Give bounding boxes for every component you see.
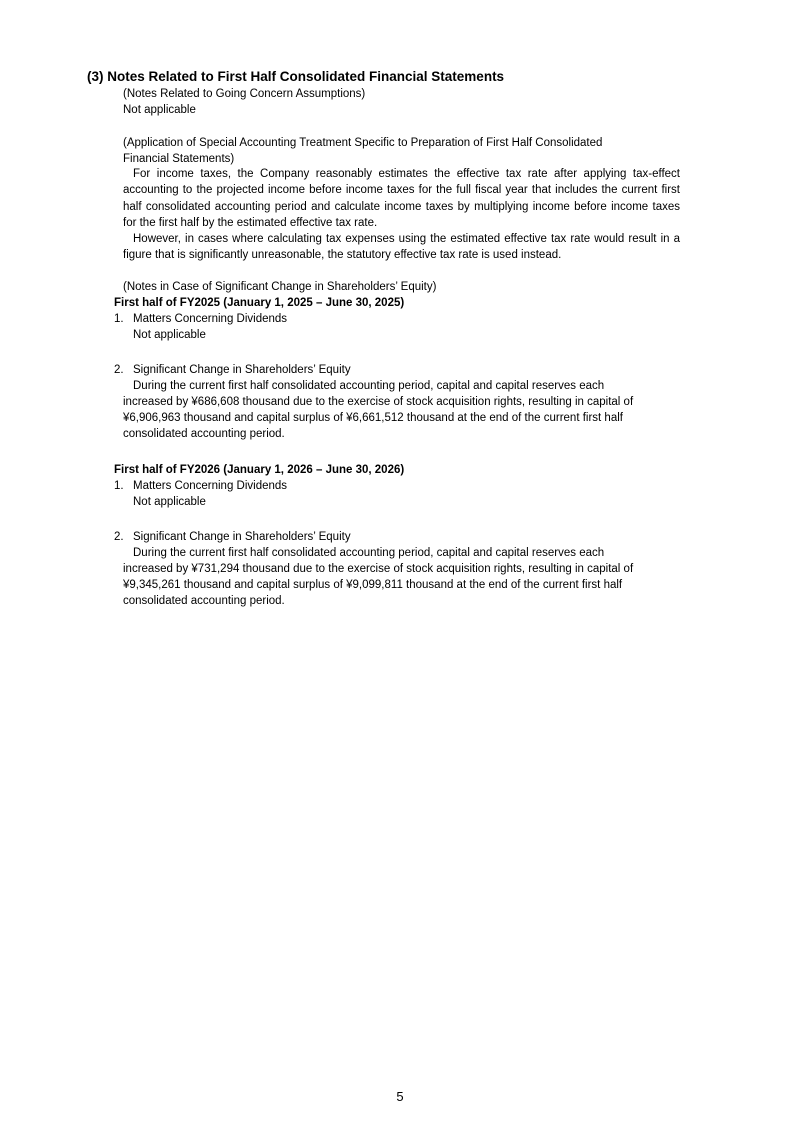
fy2025-item2-line-4: consolidated accounting period.: [123, 428, 285, 440]
fy2026-item1-label: Matters Concerning Dividends: [133, 480, 288, 492]
fy2025-item2-line-2: increased by ¥686,608 thousand due to the exercise of stock acquisition rights, resulting in capital of: [123, 396, 634, 408]
fy2026-item2-line-4: consolidated accounting period.: [123, 595, 285, 607]
going-concern-body: Not applicable: [123, 104, 196, 116]
fy2026-item2-line-2: increased by ¥731,294 thousand due to the exercise of stock acquisition rights, resulting in capital of: [123, 563, 634, 575]
section-title: (3) Notes Related to First Half Consolidated Financial Statements: [87, 69, 505, 84]
fy2025-item1-number: 1.: [114, 313, 124, 325]
equity-notes-heading: (Notes in Case of Significant Change in Shareholders’ Equity): [123, 281, 437, 293]
fy2026-item2-line-1: During the current first half consolidated accounting period, capital and capital reserves each: [133, 547, 605, 559]
fy2026-item2-line-3: ¥9,345,261 thousand and capital surplus of ¥9,099,811 thousand at the end of the current first half: [123, 579, 623, 591]
special-accounting-heading-line2: Financial Statements): [123, 153, 235, 165]
fy2025-item1-body: Not applicable: [133, 329, 206, 341]
special-accounting-paragraph-2-text: However, in cases where calculating tax expenses using the estimated effective tax rate would result in a figure that is significantly unreasonable, the statutory effective tax rate is used instead.: [123, 233, 680, 262]
fy2025-item2-number: 2.: [114, 364, 124, 376]
fy2026-item2-number: 2.: [114, 531, 124, 543]
special-accounting-paragraph-2: [123, 231, 680, 264]
fy2026-item2-label: Significant Change in Shareholders’ Equity: [133, 531, 351, 543]
fy2025-item2-line-1: During the current first half consolidated accounting period, capital and capital reserves each: [133, 380, 605, 392]
page-number: 5: [396, 1089, 404, 1104]
fy2026-item1-body: Not applicable: [133, 496, 206, 508]
fy2025-item1-label: Matters Concerning Dividends: [133, 313, 288, 325]
special-accounting-paragraph-1-text: For income taxes, the Company reasonably estimates the effective tax rate after applying tax-effect accounting to the projected income before income taxes for the full fiscal year that includes the current first half consolidated accounting period and calculate income taxes by multiplying income before income taxes for the first half by the estimated effective tax rate.: [123, 168, 680, 229]
period-title-fy2025: First half of FY2025 (January 1, 2025 – June 30, 2025): [114, 297, 405, 309]
fy2025-item2-label: Significant Change in Shareholders’ Equity: [133, 364, 351, 376]
special-accounting-paragraph-1: [123, 166, 680, 231]
period-title-fy2026: First half of FY2026 (January 1, 2026 – June 30, 2026): [114, 464, 405, 476]
fy2025-item2-line-3: ¥6,906,963 thousand and capital surplus of ¥6,661,512 thousand at the end of the current first half: [123, 412, 623, 424]
fy2026-item1-number: 1.: [114, 480, 124, 492]
special-accounting-heading-line1: (Application of Special Accounting Treatment Specific to Preparation of First Half Consolidated: [123, 137, 603, 149]
going-concern-heading: (Notes Related to Going Concern Assumptions): [123, 88, 366, 100]
